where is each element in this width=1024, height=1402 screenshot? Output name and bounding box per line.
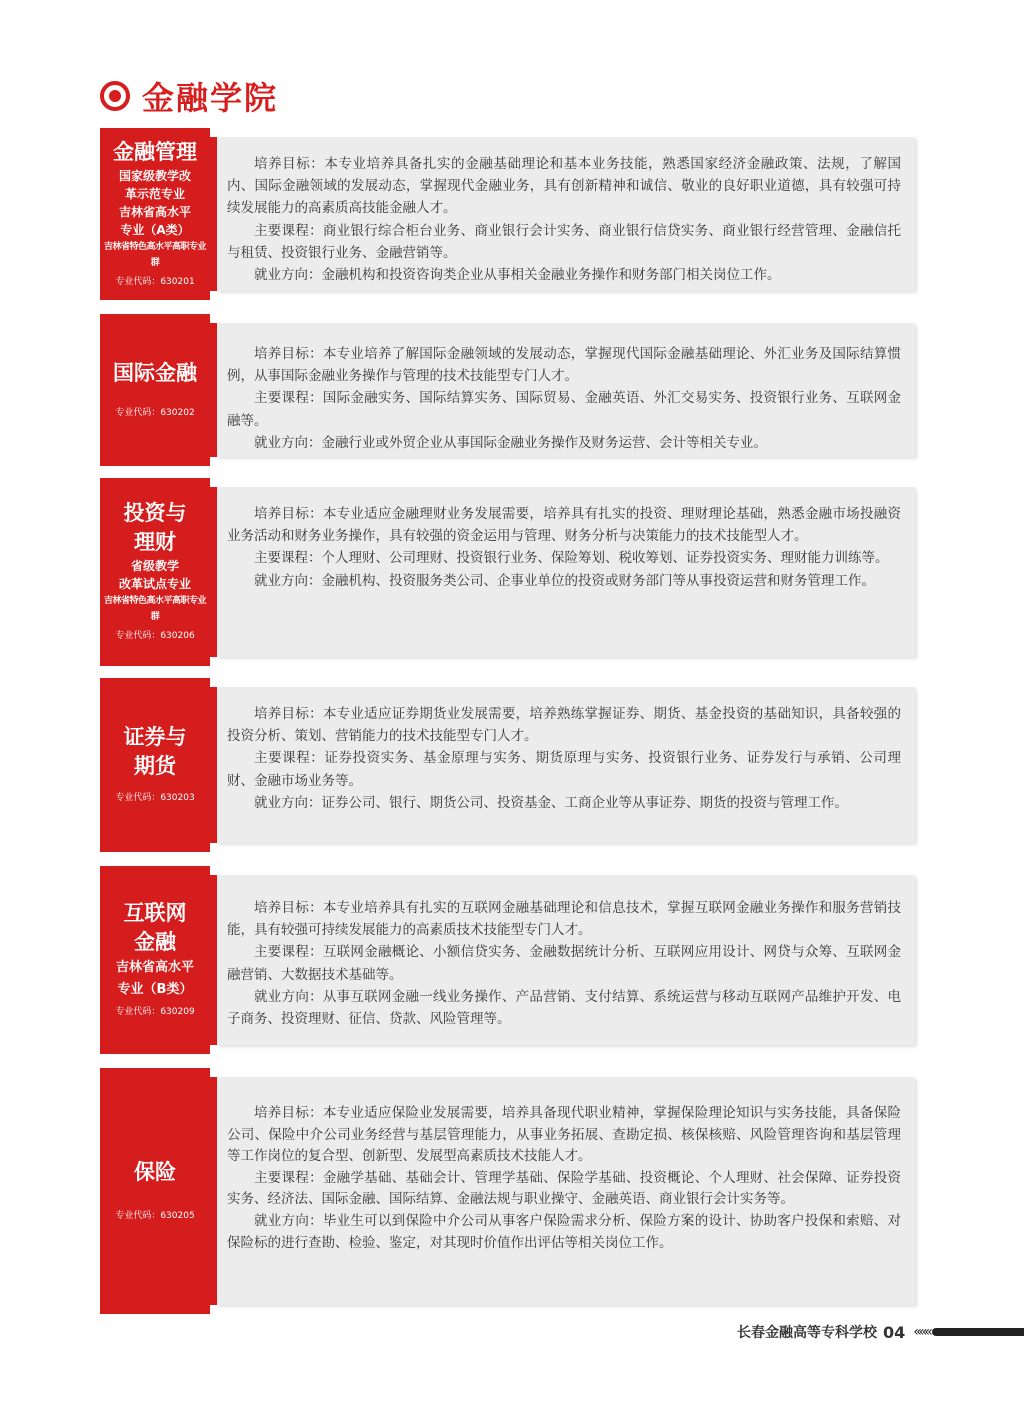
major-section-insurance — [100, 1068, 915, 1314]
major-label-tab — [100, 478, 210, 666]
major-code: 专业代码：630201 — [115, 276, 195, 287]
career-direction: 就业方向：从事互联网金融一线业务操作、产品营销、支付结算、系统运营与移动互联网产品维护开发、电子商务、投资理财、征信、贷款、风险管理等。 — [227, 988, 901, 1028]
training-goal: 培养目标：本专业培养具备扎实的金融基础理论和基本业务技能，熟悉国家经济金融政策、法规，了解国内、国际金融领域的发展动态，掌握现代金融业务，具有创新精神和诚信、敬业的良好职业道德，具有较强可持续发展能力的高素质高技能金融人才。 — [227, 156, 901, 217]
target-icon — [100, 81, 130, 111]
major-section-securities-futures — [100, 678, 915, 852]
major-honor-tag: 省级教学 改革试点专业 — [118, 559, 191, 591]
career-direction: 就业方向：毕业生可以到保险中介公司从事客户保险需求分析、保险方案的设计、协助客户投保和索赔、对保险标的进行查勘、检验、鉴定，对其现时价值作出评估等相关岗位工作。 — [227, 1212, 901, 1251]
career-direction: 就业方向：金融机构和投资咨询类企业从事相关金融业务操作和财务部门相关岗位工作。 — [254, 267, 781, 284]
major-label-tab — [100, 1068, 210, 1314]
major-code: 专业代码：630209 — [115, 1007, 195, 1017]
major-name: 金融管理 — [113, 139, 197, 164]
career-direction: 就业方向：金融机构、投资服务类公司、企事业单位的投资或财务部门等从事投资运营和财务管理工作。 — [254, 572, 875, 589]
footer-bar — [932, 1328, 1024, 1336]
major-code: 专业代码：630202 — [115, 407, 195, 418]
main-courses: 主要课程：互联网金融概论、小额信贷实务、金融数据统计分析、互联网应用设计、网贷与众筹、互联网金融营销、大数据技术基础等。 — [227, 944, 901, 983]
major-code: 专业代码：630203 — [115, 793, 195, 803]
main-courses: 主要课程：国际金融实务、国际结算实务、国际贸易、金融英语、外汇交易实务、投资银行业务、互联网金融等。 — [227, 390, 901, 429]
major-group-tag: 吉林省特色高水平高职专业群 — [104, 596, 207, 622]
page-title: 金融学院 — [142, 79, 279, 117]
training-goal: 培养目标：本专业适应保险业发展需要，培养具备现代职业精神，掌握保险理论知识与实务技能，具备保险公司、保险中介公司业务经营与基层管理能力，从事业务拓展、查勘定损、核保核赔、风险管理咨询和基层管理等工作岗位的复合型、创新型、发展型高素质技术技能人才。 — [227, 1105, 901, 1165]
major-description-panel — [217, 875, 915, 1045]
major-honor-tag: 吉林省高水平 专业（B类） — [115, 960, 194, 997]
major-label-tab — [100, 866, 210, 1054]
training-goal: 培养目标：本专业适应金融理财业务发展需要，培养具有扎实的投资、理财理论基础，熟悉金融市场投融资业务活动和财务业务操作，具有较强的资金运用与管理、财务分析与决策能力的技术技能型人才。 — [227, 506, 901, 545]
major-description-panel — [217, 487, 915, 657]
school-name: 长春金融高等专科学校 — [737, 1325, 878, 1341]
major-description-panel — [217, 687, 915, 843]
major-code: 专业代码：630206 — [115, 631, 195, 641]
training-goal: 培养目标：本专业培养具有扎实的互联网金融基础理论和信息技术，掌握互联网金融业务操作和服务营销技能，具有较强可持续发展能力的高素质技术技能型专门人才。 — [227, 900, 901, 939]
major-name: 保险 — [134, 1159, 176, 1184]
major-description-panel — [217, 1077, 915, 1305]
major-section-international-finance — [100, 314, 915, 466]
main-courses: 主要课程：证券投资实务、基金原理与实务、期货原理与实务、投资银行业务、证券发行与承销、公司理财、金融市场业务等。 — [227, 750, 901, 789]
page-number: 04 — [883, 1322, 906, 1342]
major-name: 互联网 金融 — [123, 901, 187, 954]
major-label-tab — [100, 314, 210, 466]
major-name: 国际金融 — [113, 360, 197, 385]
career-direction: 就业方向：金融行业或外贸企业从事国际金融业务操作及财务运营、会计等相关专业。 — [254, 434, 767, 451]
major-section-finance-management — [100, 128, 915, 300]
major-description-panel — [217, 323, 915, 457]
major-section-internet-finance — [100, 866, 915, 1054]
training-goal: 培养目标：本专业适应证券期货业发展需要，培养熟练掌握证券、期货、基金投资的基础知识，具备较强的投资分析、策划、营销能力的技术技能型专门人才。 — [227, 706, 901, 745]
double-chevron-left-icon: ««« — [913, 1324, 930, 1340]
major-honor-tag: 国家级教学改 革示范专业 吉林省高水平 专业（A类） — [118, 168, 191, 237]
main-courses: 主要课程：金融学基础、基础会计、管理学基础、保险学基础、投资概论、个人理财、社会保障、证券投资实务、经济法、国际金融、国际结算、金融法规与职业操守、金融英语、商业银行会计实务等。 — [227, 1169, 901, 1208]
major-name: 证券与 期货 — [123, 725, 187, 778]
page-header — [100, 74, 278, 118]
training-goal: 培养目标：本专业培养了解国际金融领域的发展动态，掌握现代国际金融基础理论、外汇业务及国际结算惯例，从事国际金融业务操作与管理的技术技能型专门人才。 — [227, 346, 901, 385]
major-name: 投资与 理财 — [123, 501, 187, 554]
career-direction: 就业方向：证券公司、银行、期货公司、投资基金、工商企业等从事证券、期货的投资与管理工作。 — [254, 794, 848, 811]
major-description-panel — [217, 137, 915, 291]
major-section-investment-wealth — [100, 478, 915, 666]
major-label-tab — [100, 678, 210, 852]
major-code: 专业代码：630205 — [115, 1210, 195, 1221]
main-courses: 主要课程：商业银行综合柜台业务、商业银行会计实务、商业银行信贷实务、商业银行经营管理、金融信托与租赁、投资银行业务、金融营销等。 — [227, 222, 901, 261]
main-courses: 主要课程：个人理财、公司理财、投资银行业务、保险筹划、税收筹划、证券投资实务、理财能力训练等。 — [254, 550, 889, 567]
major-group-tag: 吉林省特色高水平高职专业群 — [104, 241, 207, 268]
page-footer — [737, 1320, 1024, 1344]
major-label-tab — [100, 128, 210, 300]
